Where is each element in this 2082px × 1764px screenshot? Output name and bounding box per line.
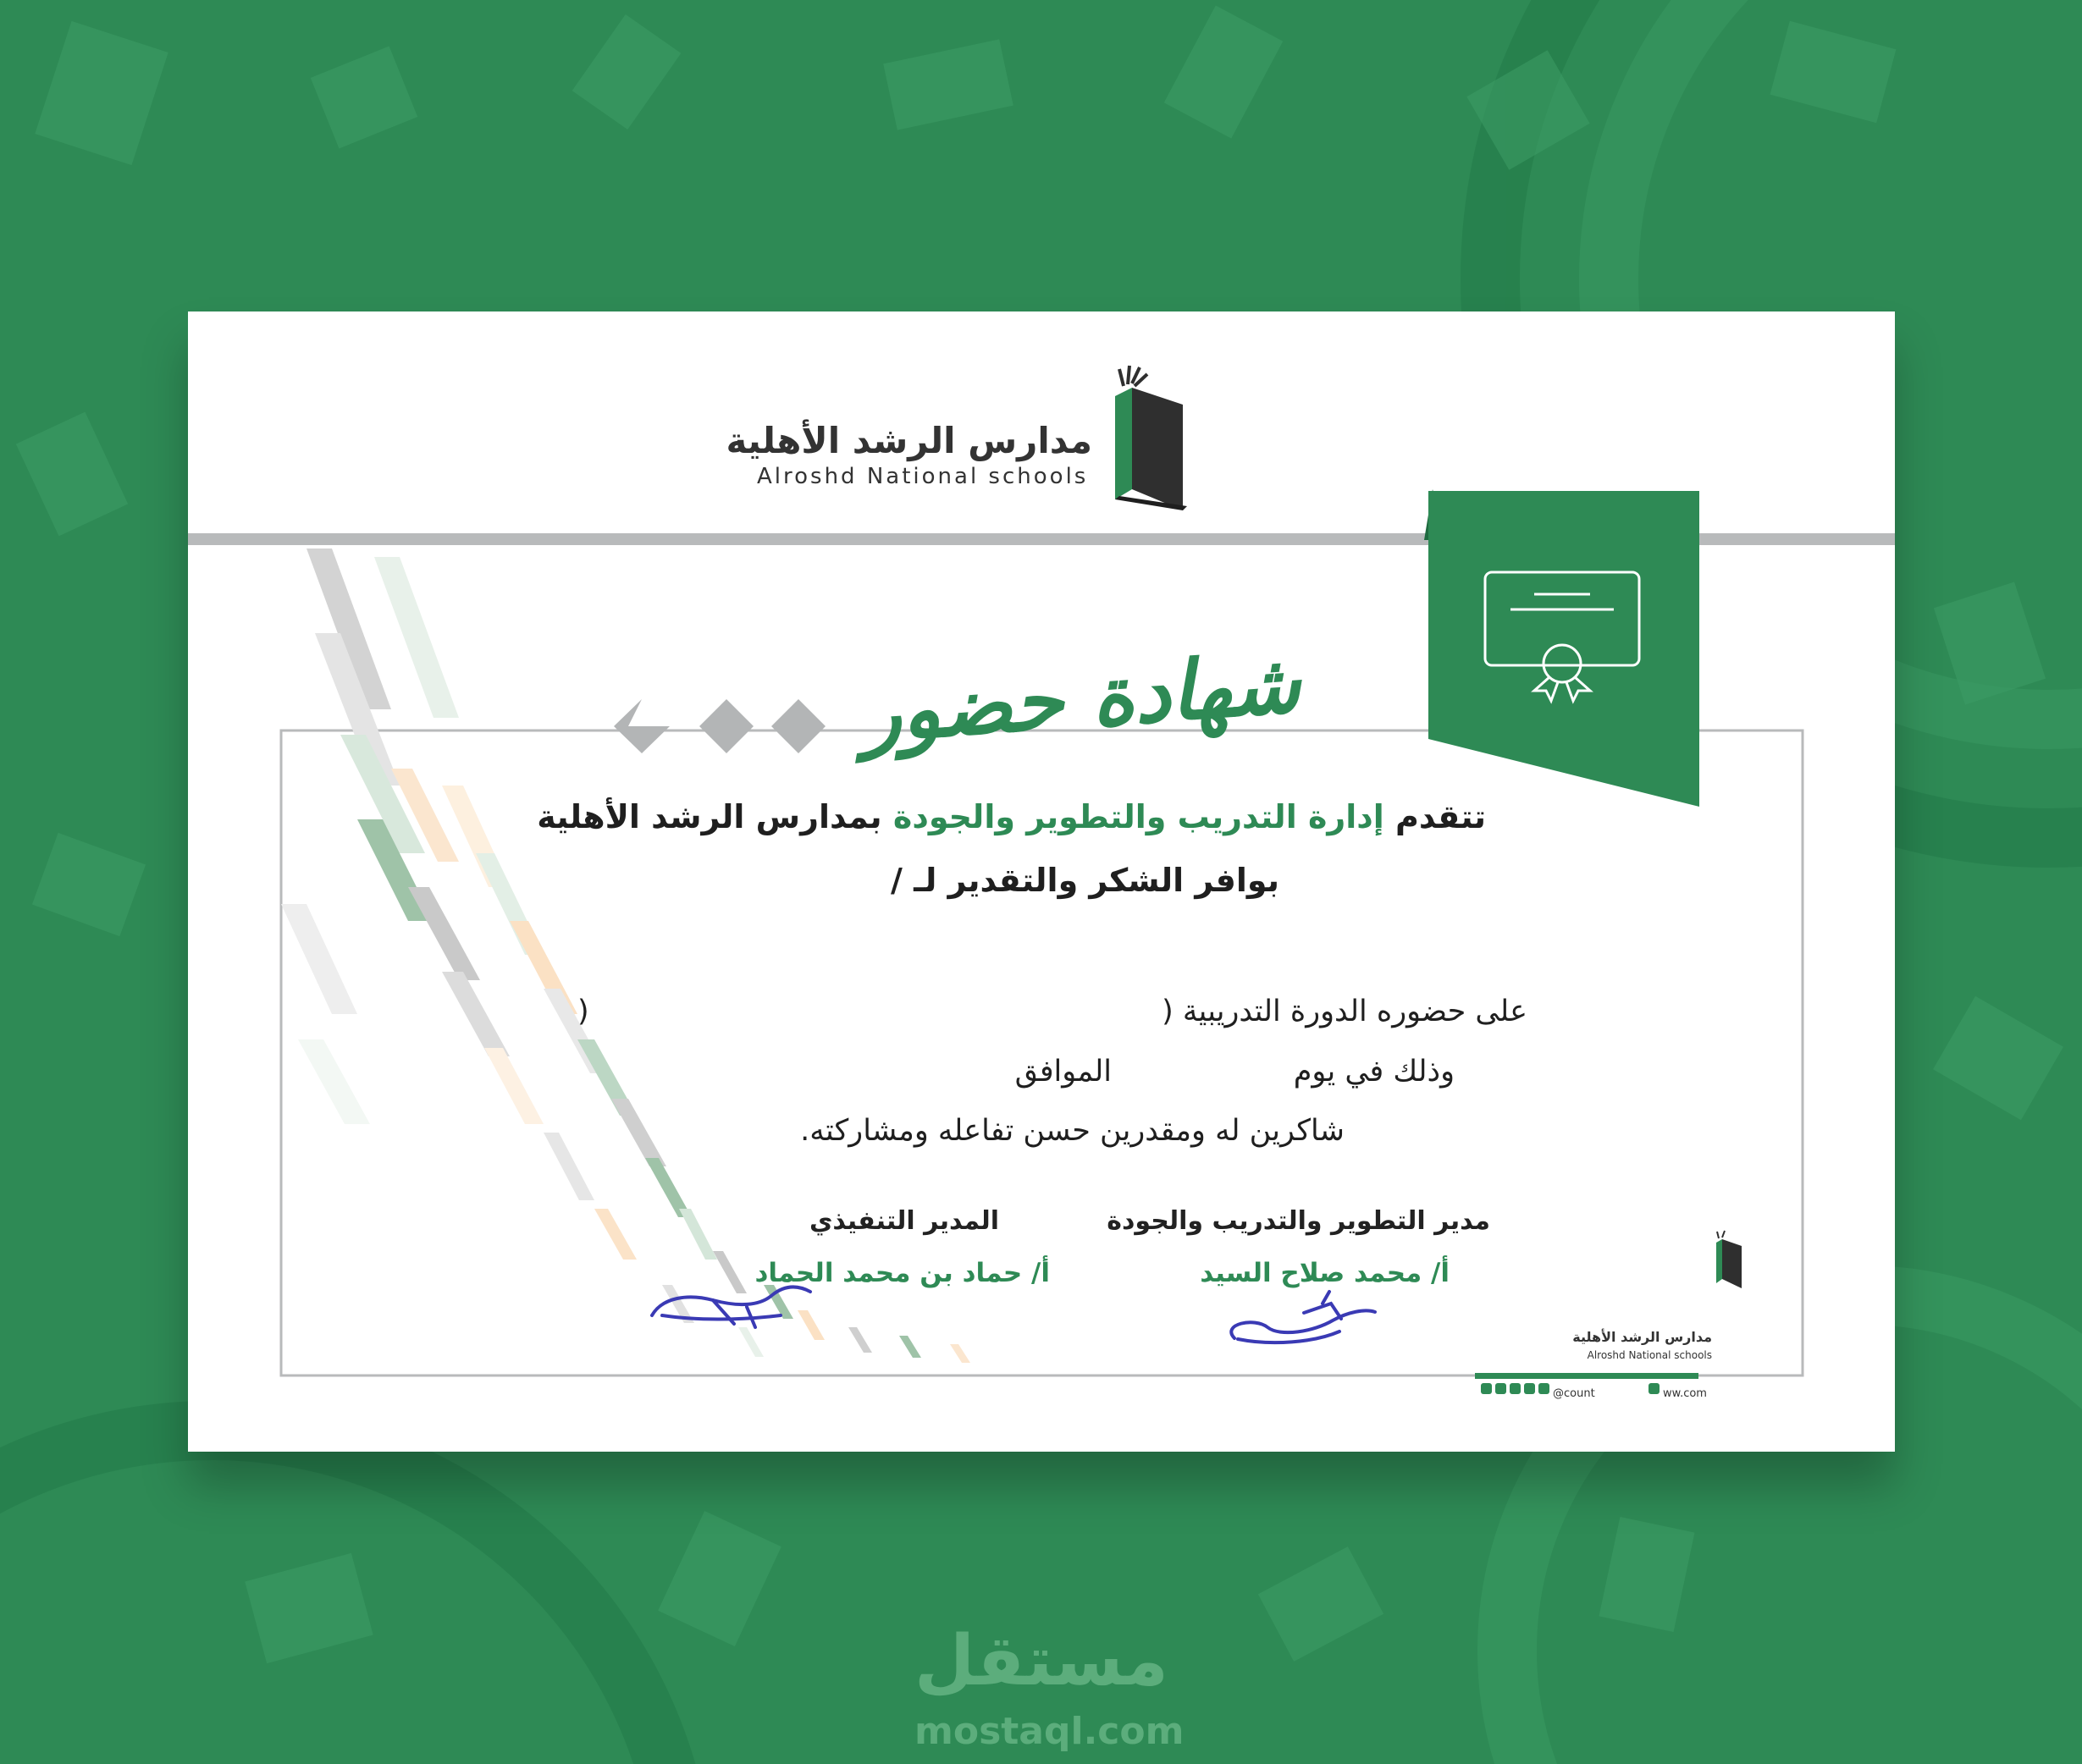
signature-name-right: أ/ محمد صلاح السيد <box>1200 1258 1450 1288</box>
header-book-logo-icon <box>1115 366 1187 510</box>
signature-title-left: المدير التنفيذي <box>809 1206 999 1236</box>
certificate-title: شهادة حضور <box>858 635 1304 761</box>
course-line: على حضوره الدورة التدريبية ( <box>1162 995 1527 1028</box>
intro-prefix: تتقدم <box>1383 798 1486 835</box>
ribbon-badge <box>1424 489 1699 807</box>
course-close-paren: ) <box>577 995 589 1028</box>
footer-social-handle: @count <box>1553 1387 1595 1400</box>
footer-name-ar: مدارس الرشد الأهلية <box>1572 1329 1712 1345</box>
footer-name-en: Alroshd National schools <box>1587 1349 1712 1361</box>
logo-name-en: Alroshd National schools <box>757 464 1089 489</box>
watermark-name: مستقل <box>914 1621 1168 1701</box>
thanks-line: بوافر الشكر والتقدير لـ / <box>890 862 1279 899</box>
footer-green-bar <box>1475 1373 1698 1379</box>
footer-book-logo-icon <box>1716 1231 1742 1288</box>
day-label: وذلك في يوم <box>1293 1055 1455 1089</box>
certificate-card <box>188 311 1895 1452</box>
logo-name-ar: مدارس الرشد الأهلية <box>726 420 1092 461</box>
watermark-domain: mostaql.com <box>914 1710 1185 1753</box>
intro-suffix: بمدارس الرشد الأهلية <box>537 798 893 835</box>
intro-line <box>537 798 1486 835</box>
closing-line: شاكرين له ومقدرين حسن تفاعله ومشاركته. <box>800 1114 1345 1148</box>
signature-name-left: أ/ حماد بن محمد الحماد <box>754 1258 1050 1288</box>
footer-website: ww.com <box>1663 1387 1707 1400</box>
signature-right <box>1231 1292 1375 1342</box>
signature-title-right: مدير التطوير والتدريب والجودة <box>1107 1206 1490 1236</box>
date-label: الموافق <box>1014 1055 1112 1089</box>
diamond-decoration <box>614 699 826 753</box>
intro-department: إدارة التدريب والتطوير والجودة <box>892 798 1384 835</box>
